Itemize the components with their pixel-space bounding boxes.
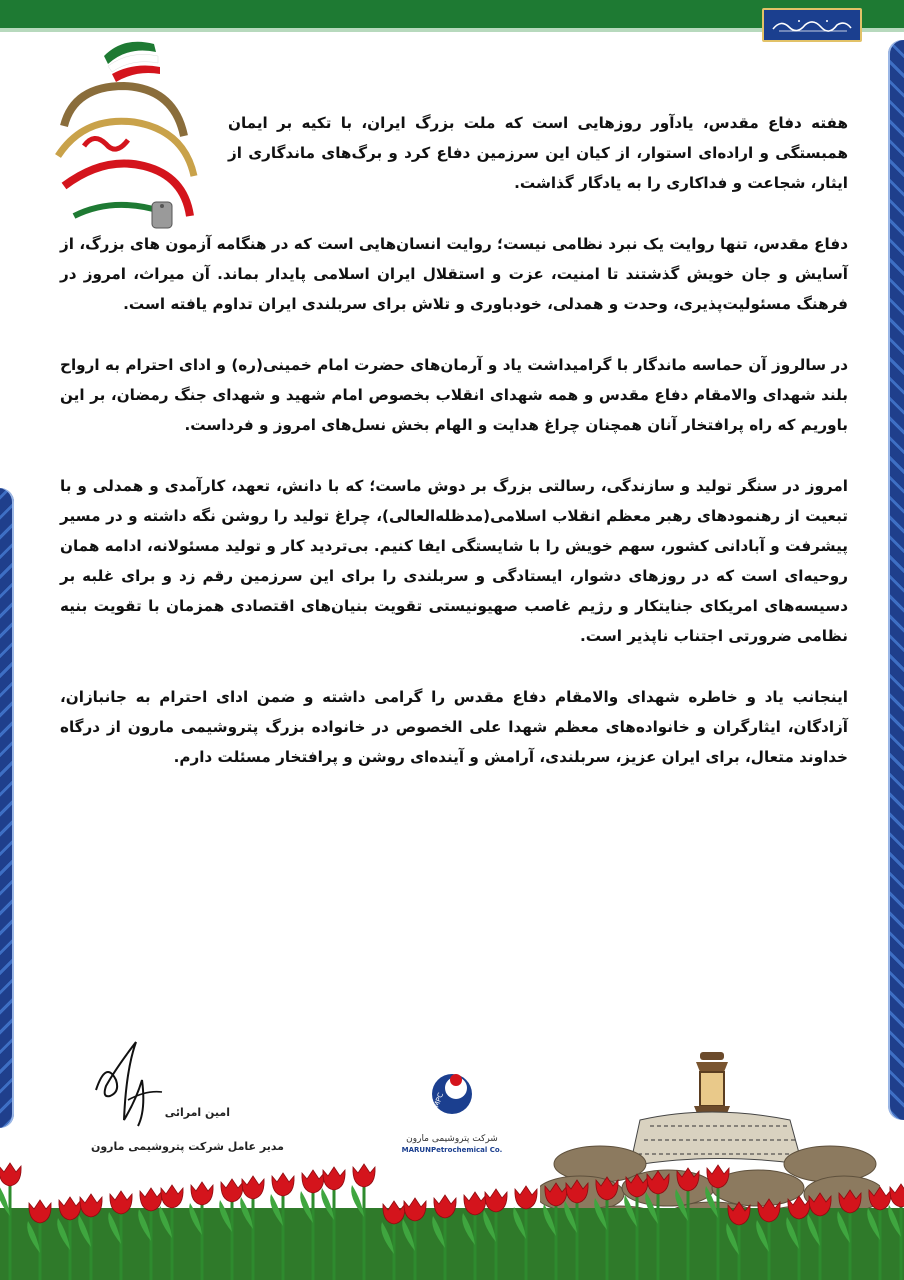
paragraph-4: امروز در سنگر تولید و سازندگی، رسالتی بزرگ بر دوش ماست؛ که با دانش، تعهد، کارآمدی و همدلی و با تبعیت از رهنمودهای رهبر معظم انقلاب اسلامی(مدظله‌العالی)، چراغ تولید را روشن نگه داشته و در مسیر پیشرفت و آبادانی کشور، سهم خویش را با شایستگی ایفا کنیم. بی‌تردید کار و تولید مسئولانه، ادامه همان روحیه‌ای است که در روزهای دشوار، ایستادگی و سربلندی را برای این سرزمین رقم زد و برای غلبه بر دسیسه‌های امریکای جنایتکار و رژیم غاصب صهیونیستی تقویت بنیان‌های اقتصادی همزمان با تقویت بنیه نظامی ضرورتی اجتناب ناپذیر است. [60, 477, 848, 645]
paragraph-5: اینجانب یاد و خاطره شهدای والامقام دفاع مقدس را گرامی داشته و ضمن ادای احترام به جانبازان، آزادگان، ایثارگران و خانواده‌های معظم شهدا علی الخصوص در خانواده بزرگ پتروشیمی مارون از درگاه خداوند متعال، برای ایران عزیز، سربلندی، آرامش و آینده‌ای روشن و پرافتخار مسئلت دارم. [60, 688, 848, 766]
company-name-fa: شرکت پتروشیمی مارون [406, 1134, 498, 1144]
paragraph-2: دفاع مقدس، تنها روایت یک نبرد نظامی نیست؛ روایت انسان‌هایی است که در هنگامه آزمون های بزرگ، از آسایش و جان خویش گذشتند تا امنیت، عزت و استقلال ایران اسلامی پایدار بماند. آن میراث، امروز در فرهنگ مسئولیت‌پذیری، وحدت و همدلی، خودباوری و تلاش برای سربلندی ایران تداوم یافته است. [60, 235, 848, 313]
paragraph-1: هفته دفاع مقدس، یادآور روزهایی است که ملت بزرگ ایران، با تکیه بر ایمان همبستگی و اراده‌ای استوار، از کیان این سرزمین دفاع کرد و برگ‌های ماندگاری از ایثار، شجاعت و فداکاری را به یادگار گذاشت. [228, 114, 848, 192]
handwritten-signature [76, 1030, 166, 1135]
signatory-name: امین امرائی [164, 1106, 230, 1119]
signatory-title: مدیر عامل شرکت پتروشیمی مارون [90, 1140, 284, 1153]
marun-petrochemical-logo [424, 1066, 480, 1122]
tulip-field-illustration [0, 1148, 904, 1280]
bismillah-plaque [762, 8, 862, 42]
left-tile-border [0, 488, 14, 1128]
lantern-icon [694, 1052, 730, 1116]
bismillah-calligraphy [769, 15, 855, 35]
letter-body [60, 108, 848, 803]
right-tile-border [888, 40, 904, 1120]
company-mark: MPC [432, 1091, 446, 1109]
paragraph-3: در سالروز آن حماسه ماندگار با گرامیداشت یاد و آرمان‌های حضرت امام خمینی(ره) و ادای احترام به ارواح بلند شهدای والامقام دفاع مقدس و همه شهدای انقلاب بخصوص امام شهید و شهدای جنگ رمضان، بر این باوریم که راه پرافتخار آنان همچنان چراغ هدایت و الهام بخش نسل‌های امروز و فرداست. [60, 356, 848, 434]
company-name-en: MARUNPetrochemical Co. [401, 1146, 503, 1154]
